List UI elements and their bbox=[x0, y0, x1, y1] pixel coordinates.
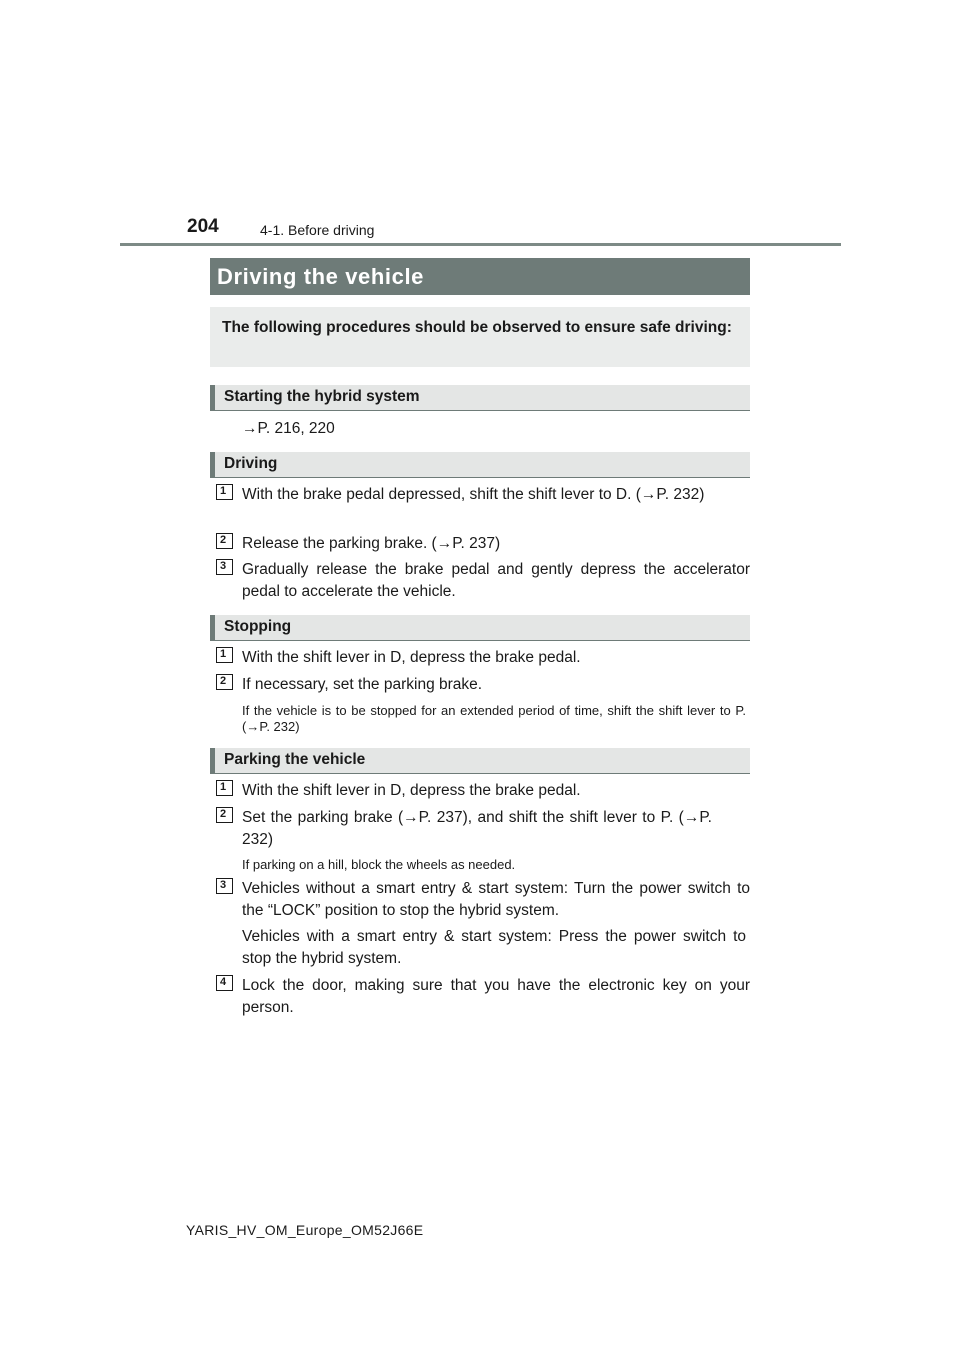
parking-step-3 bbox=[216, 878, 750, 922]
step-number: 4 bbox=[216, 975, 233, 991]
breadcrumb: 4-1. Before driving bbox=[260, 222, 375, 238]
step-number: 3 bbox=[216, 559, 233, 575]
step-text: If necessary, set the parking brake. bbox=[242, 676, 483, 693]
step-number: 3 bbox=[216, 878, 233, 894]
header-rule bbox=[120, 243, 841, 246]
step-number: 1 bbox=[216, 484, 233, 500]
footer-document-id: YARIS_HV_OM_Europe_OM52J66E bbox=[186, 1222, 424, 1238]
starting-reference: →P. 216, 220 bbox=[242, 420, 335, 437]
stopping-note: If the vehicle is to be stopped for an extended period of time, shift the shift lever to P. (→P. 232) bbox=[242, 703, 746, 734]
page-number: 204 bbox=[187, 216, 219, 237]
step-text: Lock the door, making sure that you have the electronic key on your person. bbox=[242, 977, 750, 1016]
step-text: Gradually release the brake pedal and gently depress the accelerator pedal to accelerate the vehicle. bbox=[242, 561, 750, 600]
parking-step-1 bbox=[216, 780, 750, 802]
step-text: Vehicles without a smart entry & start system: Turn the power switch to the “LOCK” position to stop the hybrid system. bbox=[242, 880, 750, 919]
step-number: 1 bbox=[216, 647, 233, 663]
stopping-step-2 bbox=[216, 674, 750, 696]
step-number: 2 bbox=[216, 533, 233, 549]
step-text: With the shift lever in D, depress the brake pedal. bbox=[242, 649, 581, 666]
driving-step-1 bbox=[216, 484, 750, 506]
step-text: Set the parking brake (→P. 237), and shift the shift lever to P. (→P. 232) bbox=[242, 809, 712, 848]
parking-step-4 bbox=[216, 975, 750, 1019]
section-heading-starting: Starting the hybrid system bbox=[210, 385, 750, 411]
step-text: Release the parking brake. (→P. 237) bbox=[242, 535, 501, 552]
driving-step-2 bbox=[216, 533, 750, 555]
stopping-step-1 bbox=[216, 647, 750, 669]
parking-step-2 bbox=[216, 807, 750, 851]
page-title: Driving the vehicle bbox=[210, 258, 750, 295]
step-number: 2 bbox=[216, 674, 233, 690]
parking-step-3-extra: Vehicles with a smart entry & start system: Press the power switch to stop the hybrid system. bbox=[242, 928, 746, 967]
section-heading-driving: Driving bbox=[210, 452, 750, 478]
section-heading-stopping: Stopping bbox=[210, 615, 750, 641]
step-text: With the brake pedal depressed, shift the shift lever to D. (→P. 232) bbox=[242, 486, 705, 503]
step-text: With the shift lever in D, depress the brake pedal. bbox=[242, 782, 581, 799]
intro-box: The following procedures should be observed to ensure safe driving: bbox=[210, 307, 750, 367]
step-number: 1 bbox=[216, 780, 233, 796]
section-heading-parking: Parking the vehicle bbox=[210, 748, 750, 774]
parking-note: If parking on a hill, block the wheels as needed. bbox=[242, 857, 516, 872]
driving-step-3 bbox=[216, 559, 750, 603]
step-number: 2 bbox=[216, 807, 233, 823]
